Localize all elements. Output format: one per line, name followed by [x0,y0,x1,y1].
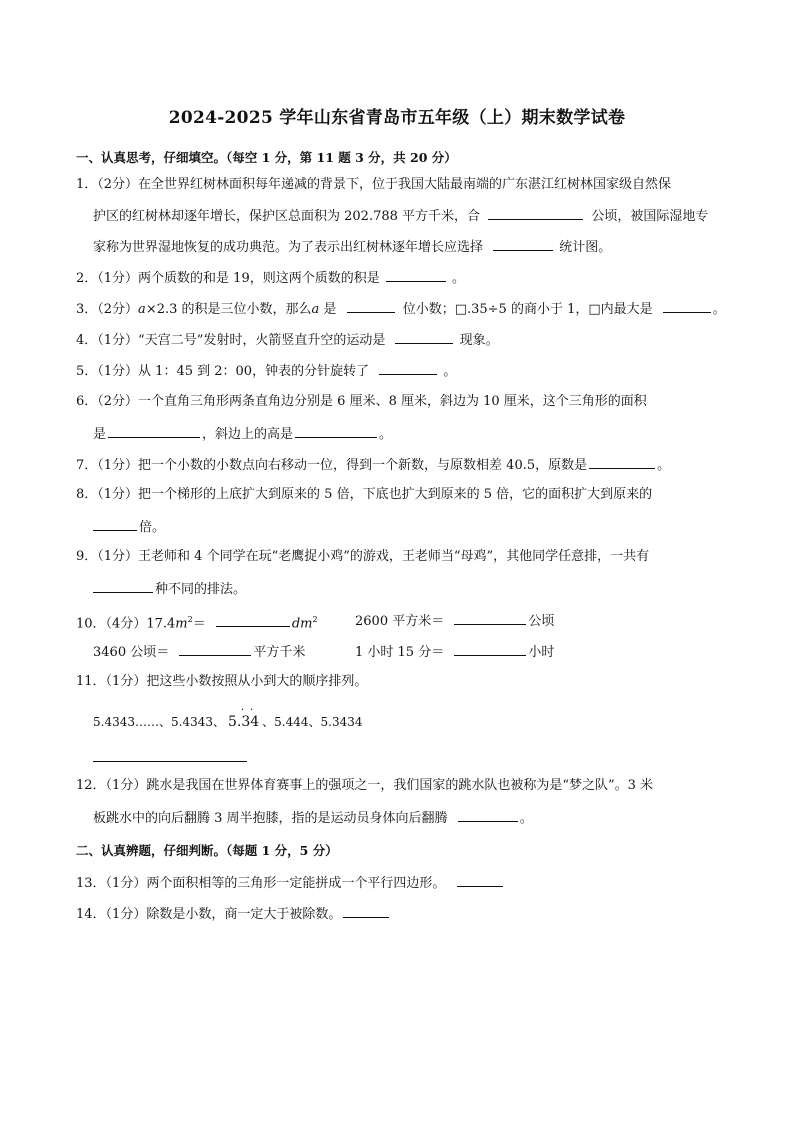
answer-blank[interactable] [179,643,251,656]
question-1-line-1: 1．（2分）在全世界红树林面积每年递减的背景下，位于我国大陆最南端的广东湛江红树林国家级自然保 [76,177,672,192]
question-10-line-2-right [355,643,554,661]
question-2-text: 2．（1分）两个质数的和是 19，则这两个质数的积是 [76,271,380,286]
answer-blank[interactable] [395,331,453,344]
answer-blank[interactable] [347,300,395,313]
question-6-line-2 [93,425,392,443]
question-6-text-b: ，斜边上的高是 [202,427,294,442]
question-11-line-1: 11．（1分）把这些小数按照从小到大的顺序排列。 [76,674,368,689]
question-8-line-2 [93,518,165,536]
question-13 [76,874,503,892]
section-heading-fill-in: 一、认真思考，仔细填空。（每空 1 分，第 11 题 3 分，共 20 分） [76,150,457,165]
answer-blank[interactable] [379,362,437,375]
question-10-text-d: 1 小时 15 分＝ [355,645,445,660]
question-8-end: 倍。 [139,520,166,535]
question-5-end: 。 [443,364,457,379]
question-12-line-1: 12．（1分）跳水是我国在世界体育赛事上的强项之一，我们国家的跳水队也被称为是“梦之队”。3 米 [76,778,654,793]
page-title: 2024-2025 学年山东省青岛市五年级（上）期末数学试卷 [168,108,626,128]
section-heading-true-false: 二、认真辨题，仔细判断。（每题 1 分，5 分） [76,843,338,858]
answer-blank[interactable] [663,300,711,313]
answer-blank[interactable] [386,269,446,282]
question-12-text: 板跳水中的向后翻腾 3 周半抱膝，指的是运动员身体向后翻腾 [93,811,448,826]
question-8-line-1: 8．（1分）把一个梯形的上底扩大到原来的 5 倍，下底也扩大到原来的 5 倍，它的面积扩大到原来的 [76,487,653,502]
question-6-end: 。 [379,427,393,442]
question-13-text: 13．（1分）两个面积相等的三角形一定能拼成一个平行四边形。 [76,876,446,891]
question-14 [76,905,389,923]
question-10-line-1-left [76,612,318,632]
question-7 [76,456,670,474]
question-10-line-2-left [93,643,305,661]
question-4 [76,331,499,349]
question-12-end: 。 [519,811,533,826]
answer-blank[interactable] [458,809,518,822]
superscript-2: 2 [187,615,193,624]
answer-blank[interactable] [216,614,290,627]
unit-m: m [175,616,188,632]
variable-a: a [311,302,320,317]
question-10-text-a: 10．（4分）17.4 [76,616,176,632]
answer-blank[interactable] [454,643,526,656]
answer-blank[interactable] [493,238,553,251]
question-9-line-2 [93,580,246,598]
question-3-end: 。 [712,302,726,317]
answer-blank[interactable] [93,749,247,762]
question-1-text-a: 护区的红树林却逐年增长，保护区总面积为 202.788 平方千米，合 [93,209,481,224]
answer-blank[interactable] [454,612,526,625]
question-10-text-b: 2600 平方米＝ [355,614,445,629]
answer-blank[interactable] [295,425,377,438]
question-7-end: 。 [657,458,671,473]
unit-dm: dm [291,616,313,632]
variable-a: a [138,302,146,317]
question-1-line-3 [93,238,611,256]
answer-blank[interactable] [488,207,583,220]
question-10-text-c: 3460 公顷＝ [93,645,170,660]
equals-sign: ＝ [192,616,206,632]
question-1-text-c: 家称为世界湿地恢复的成功典范。为了表示出红树林逐年增长应选择 [93,240,484,255]
answer-blank[interactable] [589,456,655,469]
question-5 [76,362,456,380]
number-list-part-2: 、5.444、5.3434 [262,715,363,729]
answer-blank[interactable] [343,905,389,918]
question-5-text: 5．（1分）从 1：45 到 2：00，钟表的分针旋转了 [76,364,370,379]
question-12-line-2 [93,809,533,827]
unit-hour: 小时 [528,645,555,660]
question-3-text-d: 位小数；□.35÷5 的商小于 1，□内最大是 [402,302,653,317]
question-14-text: 14．（1分）除数是小数，商一定大于被除数。 [76,907,342,922]
question-4-text: 4．（1分）“天宫二号”发射时，火箭竖直升空的运动是 [76,333,386,348]
question-10-line-1-right [355,612,554,630]
superscript-2: 2 [312,615,318,624]
question-2-end: 。 [452,271,466,286]
question-3-text-c: 是 [319,302,337,317]
repeat-dot: · [249,705,254,716]
question-6-line-1: 6．（2分）一个直角三角形两条直角边分别是 6 厘米、8 厘米，斜边为 10 厘米，这个三角形的面积 [76,394,647,409]
question-7-text: 7．（1分）把一个小数的小数点向右移动一位，得到一个新数，与原数相差 40.5，原数是 [76,458,588,473]
unit-hectare: 公顷 [528,614,555,629]
question-9-end: 种不同的排法。 [155,582,247,597]
number-list-part-1: 5.4343……、5.4343、 [93,715,225,729]
question-2 [76,269,465,287]
repeating-decimal [227,705,260,730]
question-3 [76,300,726,318]
answer-blank[interactable] [457,874,503,887]
question-6-text-a: 是 [93,427,107,442]
answer-blank[interactable] [93,580,153,593]
question-9-line-1: 9．（1分）王老师和 4 个同学在玩“老鹰捉小鸡”的游戏，王老师当“母鸡”，其他同学任意排，一共有 [76,549,650,564]
answer-blank[interactable] [93,518,137,531]
question-3-text-b: ×2.3 的积是三位小数，那么 [145,302,312,317]
repeat-dot: · [240,705,245,716]
question-1-line-2 [93,207,708,225]
question-1-text-d: 统计图。 [559,240,612,255]
repeating-decimal-value: 5.34 [227,714,260,730]
unit-square-km: 平方千米 [253,645,306,660]
question-4-end: 现象。 [459,333,499,348]
answer-blank[interactable] [108,425,200,438]
question-3-text-a: 3．（2分） [76,302,139,317]
question-11-numbers [93,705,363,730]
question-1-text-b: 公顷，被国际湿地专 [591,209,709,224]
